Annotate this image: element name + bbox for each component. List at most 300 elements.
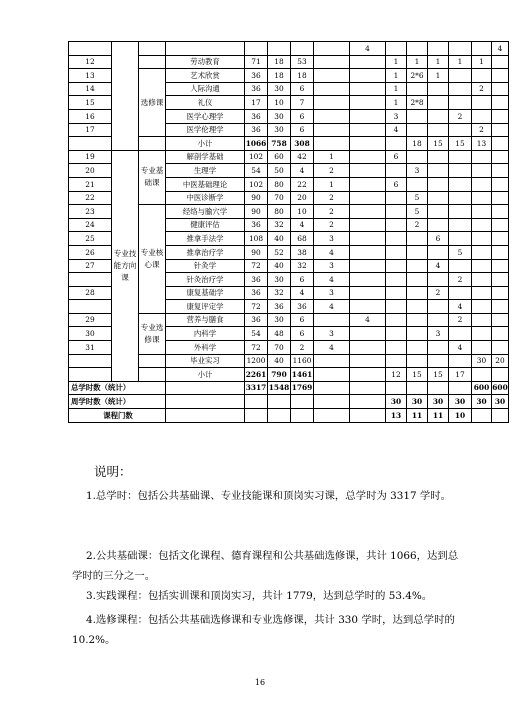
cell: 2 [428, 286, 449, 300]
cell [386, 137, 407, 151]
notes-title: 说明： [94, 464, 132, 479]
cell [314, 409, 350, 423]
cell: 10 [291, 205, 314, 219]
cell [472, 259, 492, 273]
cell [449, 327, 472, 341]
cell: 30 [268, 273, 291, 287]
cell: 72 [245, 259, 268, 273]
cell [428, 191, 449, 205]
cell: 90 [245, 191, 268, 205]
cell [350, 218, 386, 232]
cell [407, 109, 428, 123]
cell [472, 409, 492, 423]
cell [407, 232, 428, 246]
cell [386, 164, 407, 178]
cell [492, 109, 509, 123]
cell [69, 137, 112, 151]
cell: 4 [291, 218, 314, 232]
cell: 2 [291, 341, 314, 355]
group-label: 选修课 [139, 69, 166, 137]
cell: 10 [268, 96, 291, 110]
cell: 1200 [245, 354, 268, 368]
cell: 50 [268, 164, 291, 178]
course-name: 中医诊断学 [166, 191, 245, 205]
cell: 18 [407, 137, 428, 151]
row-number [69, 273, 112, 287]
cell: 5 [407, 205, 428, 219]
cell [139, 368, 166, 382]
course-name: 医学伦理学 [166, 123, 245, 137]
table-row [69, 42, 509, 56]
cell [492, 218, 509, 232]
cell [386, 245, 407, 259]
cell: 36 [245, 109, 268, 123]
cell: 7 [291, 96, 314, 110]
cell [407, 245, 428, 259]
cell: 4 [386, 123, 407, 137]
cell [472, 164, 492, 178]
cell: 4 [428, 259, 449, 273]
cell: 30 [407, 395, 428, 409]
note-3: 3.实践课程：包括实训课和顶岗实习，共计 1779，达到总学时的 53.4%。 [86, 590, 433, 602]
cell: 1 [407, 55, 428, 69]
cell: 48 [268, 327, 291, 341]
cell [472, 341, 492, 355]
cell [492, 245, 509, 259]
cell: 60 [268, 150, 291, 164]
cell [386, 381, 407, 395]
cell [314, 55, 350, 69]
course-name: 针灸学 [166, 259, 245, 273]
course-name: 医学心理学 [166, 109, 245, 123]
cell: 1 [314, 150, 350, 164]
cell: 20 [291, 191, 314, 205]
cell [386, 218, 407, 232]
cell [291, 395, 314, 409]
cell: 36 [245, 123, 268, 137]
cell: 30 [492, 395, 509, 409]
cell: 90 [245, 205, 268, 219]
row-number: 27 [69, 259, 112, 273]
cell: 18 [268, 55, 291, 69]
cell [449, 82, 472, 96]
cell [350, 123, 386, 137]
cell: 2 [472, 123, 492, 137]
cell: 30 [428, 395, 449, 409]
cell: 80 [268, 205, 291, 219]
row-number: 25 [69, 232, 112, 246]
cell [407, 150, 428, 164]
cell [472, 218, 492, 232]
cell: 2261 [245, 368, 268, 382]
row-number: 14 [69, 82, 112, 96]
cell [350, 395, 386, 409]
group-label: 专业核心课 [139, 205, 166, 314]
cell [472, 273, 492, 287]
cell [245, 395, 268, 409]
cell: 30 [268, 82, 291, 96]
cell: 72 [245, 300, 268, 314]
cell [428, 341, 449, 355]
cell: 68 [291, 232, 314, 246]
row-number: 16 [69, 109, 112, 123]
cell: 4 [314, 245, 350, 259]
cell [472, 96, 492, 110]
cell [449, 69, 472, 83]
cell [492, 313, 509, 327]
cell: 2 [314, 205, 350, 219]
cell [314, 313, 350, 327]
cell [386, 286, 407, 300]
course-name: 劳动教育 [166, 55, 245, 69]
cell [314, 395, 350, 409]
cell [386, 341, 407, 355]
cell: 32 [268, 218, 291, 232]
cell [472, 205, 492, 219]
cell: 2 [449, 109, 472, 123]
cell: 1 [472, 55, 492, 69]
cell: 53 [291, 55, 314, 69]
page-number: 16 [254, 678, 266, 687]
cell: 3 [386, 109, 407, 123]
cell: 4 [492, 42, 509, 56]
cell [350, 55, 386, 69]
cell: 1066 [245, 137, 268, 151]
cell [245, 409, 268, 423]
cell: 17 [245, 96, 268, 110]
cell [350, 164, 386, 178]
cell [428, 218, 449, 232]
row-number: 15 [69, 96, 112, 110]
cell [472, 327, 492, 341]
cell [472, 69, 492, 83]
cell [350, 191, 386, 205]
cell [472, 245, 492, 259]
course-name: 外科学 [166, 341, 245, 355]
group-label: 专业基础课 [139, 150, 166, 204]
cell [407, 354, 428, 368]
cell: 2 [449, 273, 472, 287]
row-number: 29 [69, 313, 112, 327]
cell [314, 109, 350, 123]
weekly-hours-label: 周学时数（统计） [69, 395, 166, 409]
cell [386, 327, 407, 341]
cell: 3 [314, 286, 350, 300]
cell: 13 [386, 409, 407, 423]
cell [472, 191, 492, 205]
cell [472, 150, 492, 164]
cell [350, 109, 386, 123]
cell [492, 69, 509, 83]
curriculum-table [68, 41, 509, 423]
cell [492, 409, 509, 423]
cell: 17 [449, 368, 472, 382]
cell: 70 [268, 191, 291, 205]
cell: 6 [291, 313, 314, 327]
cell: 38 [291, 245, 314, 259]
cell [386, 300, 407, 314]
cell [407, 286, 428, 300]
cell: 32 [291, 259, 314, 273]
cell [428, 177, 449, 191]
cell: 40 [268, 232, 291, 246]
row-number: 12 [69, 55, 112, 69]
cell: 71 [245, 55, 268, 69]
cell: 6 [291, 82, 314, 96]
row-number: 26 [69, 245, 112, 259]
cell [449, 381, 472, 395]
course-name: 解剖学基础 [166, 150, 245, 164]
cell [350, 327, 386, 341]
cell: 72 [245, 341, 268, 355]
table-row [69, 381, 509, 395]
cell: 10 [449, 409, 472, 423]
cell: 4 [291, 164, 314, 178]
cell [268, 395, 291, 409]
group-label: 专业技能方向课 [112, 150, 139, 381]
course-name: 经络与腧穴学 [166, 205, 245, 219]
course-name: 内科学 [166, 327, 245, 341]
row-number [69, 300, 112, 314]
course-name: 人际沟通 [166, 82, 245, 96]
cell: 36 [268, 300, 291, 314]
cell [350, 300, 386, 314]
cell: 6 [291, 109, 314, 123]
cell [350, 205, 386, 219]
cell: 790 [268, 368, 291, 382]
cell [492, 286, 509, 300]
cell [428, 205, 449, 219]
course-name: 生理学 [166, 164, 245, 178]
cell: 15 [407, 368, 428, 382]
cell: 1 [386, 69, 407, 83]
row-number: 13 [69, 69, 112, 83]
cell [407, 313, 428, 327]
cell [407, 273, 428, 287]
cell: 36 [245, 273, 268, 287]
cell [449, 191, 472, 205]
cell [449, 205, 472, 219]
cell: 2 [314, 191, 350, 205]
cell [472, 232, 492, 246]
cell [350, 341, 386, 355]
cell: 6 [291, 327, 314, 341]
cell: 4 [350, 313, 386, 327]
cell: 3317 [245, 381, 268, 395]
cell [314, 69, 350, 83]
cell: 4 [449, 341, 472, 355]
cell [350, 273, 386, 287]
row-number: 30 [69, 327, 112, 341]
cell [314, 96, 350, 110]
row-number: 22 [69, 191, 112, 205]
cell [492, 123, 509, 137]
cell [291, 409, 314, 423]
cell: 2 [407, 218, 428, 232]
cell [314, 82, 350, 96]
cell: 4 [314, 300, 350, 314]
cell: 600 [472, 381, 492, 395]
cell: 70 [268, 341, 291, 355]
cell: 1 [386, 96, 407, 110]
cell [139, 137, 166, 151]
subtotal-label: 小计 [166, 137, 245, 151]
cell [166, 381, 245, 395]
course-name: 礼仪 [166, 96, 245, 110]
cell: 108 [245, 232, 268, 246]
cell [492, 150, 509, 164]
cell: 1 [386, 82, 407, 96]
cell: 308 [291, 137, 314, 151]
cell: 30 [268, 109, 291, 123]
cell: 4 [350, 42, 386, 56]
cell: 2*6 [407, 69, 428, 83]
cell [492, 55, 509, 69]
cell: 22 [291, 177, 314, 191]
cell: 4 [291, 286, 314, 300]
cell: 18 [291, 69, 314, 83]
cell: 600 [492, 381, 509, 395]
cell: 4 [314, 341, 350, 355]
cell: 102 [245, 177, 268, 191]
cell [386, 191, 407, 205]
cell: 36 [245, 313, 268, 327]
cell [472, 300, 492, 314]
course-name: 康复基础学 [166, 286, 245, 300]
cell: 30 [449, 395, 472, 409]
cell [69, 354, 112, 368]
cell: 1 [314, 177, 350, 191]
cell: 13 [472, 137, 492, 151]
cell [492, 82, 509, 96]
cell [314, 381, 350, 395]
cell [472, 177, 492, 191]
cell: 40 [268, 259, 291, 273]
cell: 80 [268, 177, 291, 191]
cell: 3 [314, 327, 350, 341]
cell [428, 245, 449, 259]
cell [350, 381, 386, 395]
cell: 30 [268, 313, 291, 327]
cell [449, 286, 472, 300]
cell: 11 [407, 409, 428, 423]
cell: 15 [428, 368, 449, 382]
cell: 1769 [291, 381, 314, 395]
cell: 102 [245, 150, 268, 164]
cell: 6 [428, 232, 449, 246]
note-1: 1.总学时：包括公共基础课、专业技能课和顶岗实习课，总学时为 3317 学时。 [86, 490, 452, 502]
cell: 1 [386, 55, 407, 69]
course-name: 艺术欣赏 [166, 69, 245, 83]
course-name: 健康评估 [166, 218, 245, 232]
cell [139, 55, 166, 69]
cell: 15 [428, 137, 449, 151]
table-row [69, 409, 509, 423]
note-2: 2.公共基础课：包括文化课程、德育课程和公共基础选修课，共计 1066，达到总学时的三分之一。 [72, 550, 459, 582]
cell [492, 232, 509, 246]
cell [350, 69, 386, 83]
subtotal-label: 小计 [166, 368, 245, 382]
cell [449, 164, 472, 178]
cell [472, 109, 492, 123]
cell [350, 177, 386, 191]
cell [386, 259, 407, 273]
cell: 30 [472, 354, 492, 368]
cell: 1160 [291, 354, 314, 368]
cell [314, 137, 350, 151]
cell [350, 245, 386, 259]
cell [492, 341, 509, 355]
row-number: 17 [69, 123, 112, 137]
cell [386, 273, 407, 287]
cell [350, 259, 386, 273]
row-number: 21 [69, 177, 112, 191]
cell [407, 327, 428, 341]
cell [428, 109, 449, 123]
cell [472, 368, 492, 382]
cell [449, 218, 472, 232]
cell [268, 409, 291, 423]
cell [166, 395, 245, 409]
cell [350, 368, 386, 382]
cell [472, 286, 492, 300]
note-4: 4.选修课程：包括公共基础选修课和专业选修课，共计 330 学时，达到总学时的 10.2%。 [72, 614, 455, 646]
cell: 3 [428, 327, 449, 341]
course-name: 中医基础理论 [166, 177, 245, 191]
cell [350, 409, 386, 423]
cell [350, 137, 386, 151]
cell [407, 300, 428, 314]
cell [428, 164, 449, 178]
cell [492, 96, 509, 110]
row-number: 19 [69, 150, 112, 164]
cell [407, 123, 428, 137]
cell [428, 150, 449, 164]
cell [449, 96, 472, 110]
cell: 54 [245, 164, 268, 178]
cell [492, 368, 509, 382]
cell [350, 82, 386, 96]
cell [386, 205, 407, 219]
cell [428, 313, 449, 327]
cell [492, 177, 509, 191]
cell [69, 368, 112, 382]
cell: 2 [314, 218, 350, 232]
cell [139, 354, 166, 368]
cell [492, 327, 509, 341]
cell [350, 150, 386, 164]
course-count-label: 课程门数 [69, 409, 166, 423]
cell: 15 [449, 137, 472, 151]
course-name: 毕业实习 [166, 354, 245, 368]
cell [407, 259, 428, 273]
cell [449, 232, 472, 246]
row-number: 31 [69, 341, 112, 355]
course-name: 康复评定学 [166, 300, 245, 314]
row-number: 24 [69, 218, 112, 232]
cell [428, 300, 449, 314]
cell: 54 [245, 327, 268, 341]
cell: 30 [268, 123, 291, 137]
cell [449, 354, 472, 368]
cell: 36 [245, 82, 268, 96]
cell [314, 368, 350, 382]
cell: 4 [449, 300, 472, 314]
cell [428, 82, 449, 96]
cell: 1 [449, 55, 472, 69]
cell [492, 259, 509, 273]
cell [492, 137, 509, 151]
